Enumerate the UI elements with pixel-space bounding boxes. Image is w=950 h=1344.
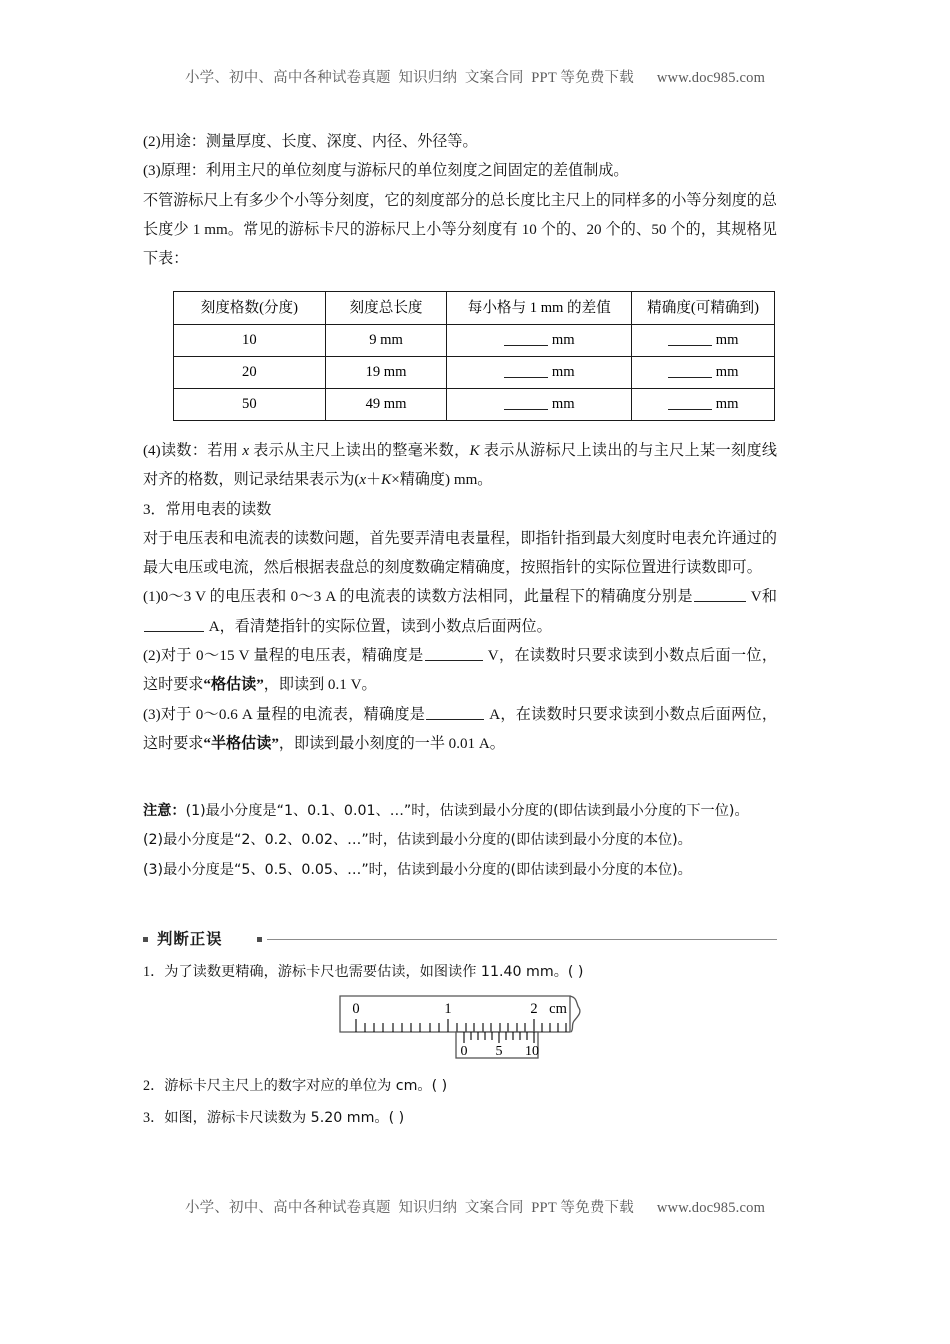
- plus-sign: ＋: [366, 472, 382, 489]
- note-line-3: (3)最小分度是“5、0.5、0.05、…”时，估读到最小分度的(即估读到最小分度的本位)。: [143, 861, 692, 878]
- vernier-label-0: 0: [460, 1044, 468, 1059]
- var-x-2: x: [359, 472, 367, 489]
- fill-in-blank[interactable]: [144, 617, 204, 632]
- reading-mid2: 表示从游标尺上读出的与主尺上某一刻度线对齐的格数，则记录结果表示为(: [143, 443, 778, 489]
- vernier-spec-table: [173, 291, 775, 421]
- cell-total-length: 19 mm: [325, 357, 447, 389]
- item2-quote: “格估读”: [203, 677, 264, 694]
- reading-tail: ×精确度) mm。: [391, 472, 493, 489]
- unit-mm: mm: [715, 332, 739, 348]
- fill-in-blank[interactable]: [426, 705, 484, 720]
- square-bullet-right-icon: [257, 937, 262, 942]
- notes-block: [143, 797, 777, 885]
- item3-text-a: (3)对于 0～0.6 A 量程的电流表，精确度是: [143, 706, 426, 723]
- cell-total-length: 9 mm: [325, 325, 447, 357]
- unit-mm: mm: [715, 396, 739, 412]
- table-row: [174, 357, 775, 389]
- watermark-footer: 小学、初中、高中各种试卷真题 知识归纳 文案合同 PPT 等免费下载 www.doc985.com: [184, 1200, 766, 1216]
- item3-text-c: ，即读到最小刻度的一半 0.01 A。: [278, 735, 505, 752]
- cell-precision: [632, 389, 775, 421]
- item2-text-b: V，在读数时只要求读到小数点后面一位，这时要求: [143, 648, 777, 694]
- question-3-text: 如图，游标卡尺读数为 5.20 mm。( ): [164, 1110, 405, 1126]
- fill-in-blank[interactable]: [694, 587, 746, 602]
- main-scale-body: [340, 996, 580, 1032]
- question-2-text: 游标卡尺主尺上的数字对应的单位为 cm。( ): [164, 1078, 448, 1094]
- unit-mm: mm: [551, 332, 575, 348]
- paragraph-principle: [143, 157, 777, 186]
- body-text-top: [143, 128, 777, 274]
- item2-text-a: (2)对于 0～15 V 量程的电压表，精确度是: [143, 648, 424, 665]
- cell-divisions: 50: [174, 389, 326, 421]
- header-precision: 精确度(可精确到): [632, 292, 775, 325]
- item1-text-c: 和: [761, 589, 777, 606]
- cell-precision: [632, 325, 775, 357]
- item3-quote: “半格估读”: [203, 735, 279, 752]
- cell-difference: [447, 325, 632, 357]
- judge-question-1: [143, 958, 803, 987]
- usage-text: 测量厚度、长度、深度、内径、外径等。: [205, 134, 478, 150]
- fill-in-blank[interactable]: [504, 364, 548, 378]
- question-1-line: [143, 958, 803, 987]
- question-3-line: [143, 1104, 803, 1133]
- meter-item-1: [143, 583, 777, 642]
- usage-label: (2)用途：: [143, 134, 206, 150]
- item1-text-a: (1)0～3 V 的电压表和 0～3 A 的电流表的读数方法相同，此量程下的精确度分别是: [143, 589, 693, 606]
- body-text-middle: [143, 437, 777, 759]
- unit-mm: mm: [551, 396, 575, 412]
- vernier-label-5: 5: [495, 1044, 503, 1059]
- question-2-number: 2．: [143, 1078, 165, 1094]
- judge-question-3: [143, 1104, 803, 1133]
- item1-text-d: A，看清楚指针的实际位置，读到小数点后面两位。: [208, 618, 552, 635]
- cell-difference: [447, 389, 632, 421]
- meter-item-3: [143, 701, 777, 760]
- principle-label: (3)原理：: [143, 163, 206, 180]
- fill-in-blank[interactable]: [504, 332, 548, 346]
- table-row: [174, 325, 775, 357]
- paragraph-reading-rule: [143, 437, 777, 496]
- judge-question-2: [143, 1072, 803, 1101]
- main-scale-label-2: 2: [530, 1001, 538, 1017]
- main-scale-unit: cm: [549, 1001, 567, 1017]
- section-3-paragraph: 对于电压表和电流表的读数问题，首先要弄清电表量程，即指针指到最大刻度时电表允许通过的最大电压或电流，然后根据表盘总的刻度数确定精确度，按照指针的实际位置进行读数即可。: [143, 530, 777, 577]
- judge-section-header: [143, 928, 777, 950]
- var-x: x: [242, 443, 250, 459]
- paragraph-explanation: 不管游标尺上有多少个小等分刻度，它的刻度部分的总长度比主尺上的同样多的小等分刻度的总长度少 1 mm。常见的游标卡尺的游标尺上小等分刻度有 10 个的、20 个的、50 个的，其规格见下表：: [143, 192, 777, 268]
- fill-in-blank[interactable]: [504, 396, 548, 410]
- cell-total-length: 49 mm: [325, 389, 447, 421]
- meter-item-2: [143, 642, 777, 701]
- fill-in-blank[interactable]: [668, 364, 712, 378]
- question-1-number: 1．: [143, 964, 165, 980]
- unit-mm: mm: [715, 364, 739, 380]
- note-1-text: (1)最小分度是“1、0.1、0.01、…”时，估读到最小分度的(即估读到最小分度的下一位)。: [185, 803, 749, 819]
- paragraph-usage: [143, 128, 777, 157]
- watermark-header: 小学、初中、高中各种试卷真题 知识归纳 文案合同 PPT 等免费下载 www.doc985.com: [184, 70, 766, 86]
- main-scale-label-1: 1: [444, 1001, 452, 1017]
- item3-text-b: A，在读数时只要求读到小数点后面两位，这时要求: [143, 706, 777, 752]
- cell-divisions: 10: [174, 325, 326, 357]
- cell-precision: [632, 357, 775, 389]
- var-k-2: K: [381, 472, 392, 489]
- note-line-1: [143, 797, 777, 826]
- horizontal-rule: [267, 939, 777, 940]
- header-divisions: 刻度格数(分度): [174, 292, 326, 325]
- question-3-number: 3．: [143, 1110, 165, 1126]
- principle-text: 利用主尺的单位刻度与游标尺的单位刻度之间固定的差值制成。: [205, 163, 629, 180]
- cell-difference: [447, 357, 632, 389]
- item1-unit-v: V: [750, 589, 762, 606]
- reading-pre: (4)读数：若用: [143, 443, 243, 459]
- header-total-length: 刻度总长度: [325, 292, 447, 325]
- question-2-line: [143, 1072, 803, 1101]
- section-3-title: 3．常用电表的读数: [143, 501, 272, 518]
- fill-in-blank[interactable]: [668, 332, 712, 346]
- square-bullet-left-icon: [143, 937, 148, 942]
- table-header-row: [174, 292, 775, 325]
- question-1-text: 为了读数更精确，游标卡尺也需要估读，如图读作 11.40 mm。( ): [164, 964, 584, 980]
- judge-heading-text: 判断正误: [157, 930, 223, 948]
- unit-mm: mm: [551, 364, 575, 380]
- fill-in-blank[interactable]: [425, 646, 483, 661]
- cell-divisions: 20: [174, 357, 326, 389]
- vernier-label-10: 10: [525, 1044, 539, 1059]
- reading-mid1: 表示从主尺上读出的整毫米数，: [249, 443, 470, 459]
- note-label: 注意：: [143, 803, 186, 819]
- table-row: [174, 389, 775, 421]
- main-scale-label-0: 0: [352, 1001, 360, 1017]
- vernier-caliper-figure: [338, 994, 598, 1064]
- fill-in-blank[interactable]: [668, 396, 712, 410]
- header-difference: 每小格与 1 mm 的差值: [447, 292, 632, 325]
- var-k: K: [469, 443, 480, 459]
- note-line-2: (2)最小分度是“2、0.2、0.02、…”时，估读到最小分度的(即估读到最小分度的本位)。: [143, 832, 692, 849]
- item2-text-c: ，即读到 0.1 V。: [263, 677, 377, 694]
